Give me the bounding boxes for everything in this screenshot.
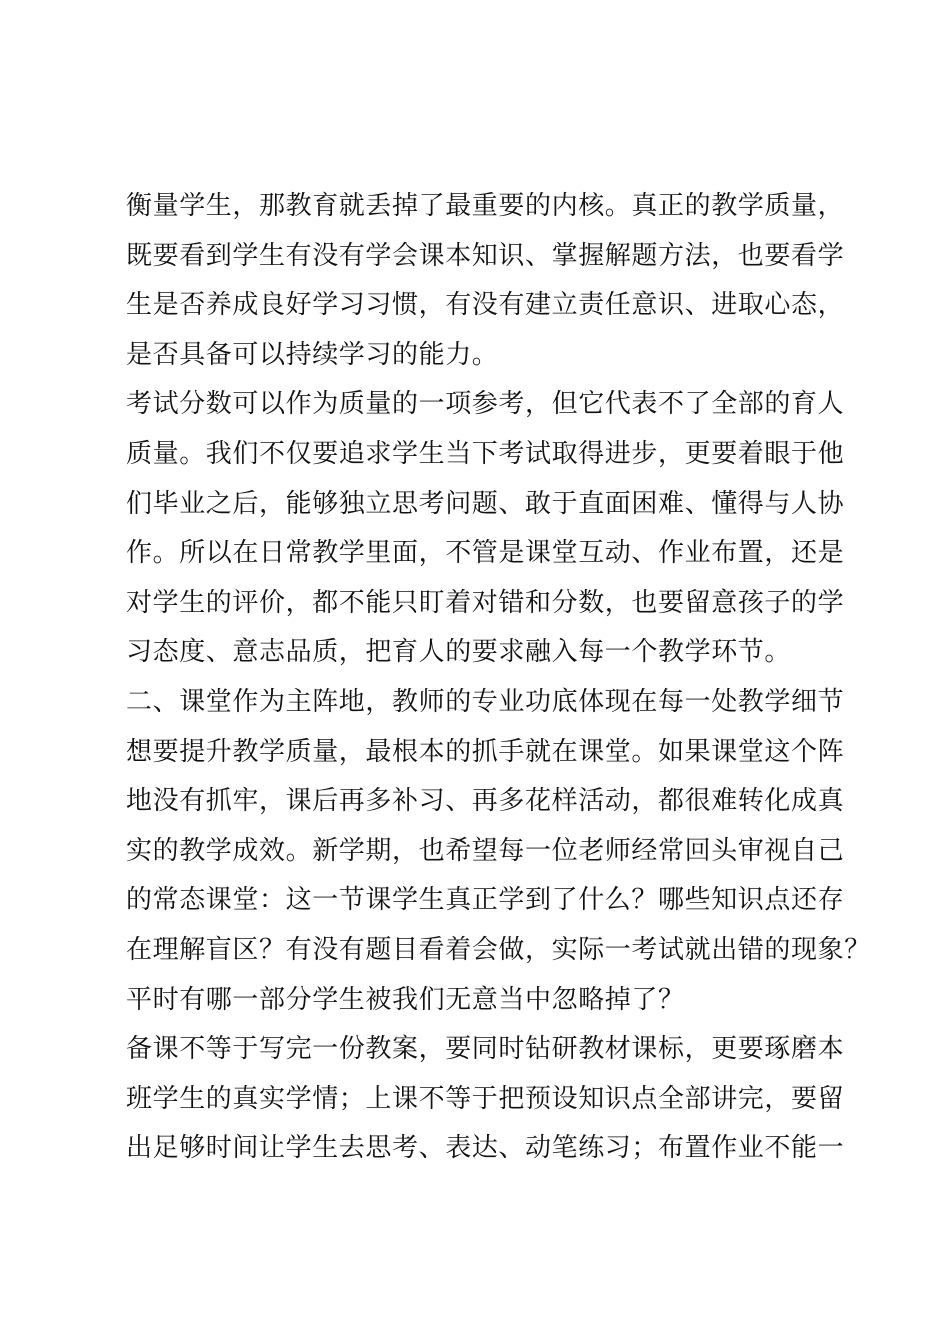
text-line: 对学生的评价，都不能只盯着对错和分数，也要留意孩子的学 bbox=[126, 587, 845, 618]
text-line: 考试分数可以作为质量的一项参考，但它代表不了全部的育人 bbox=[126, 389, 845, 420]
text-line: 是否具备可以持续学习的能力。 bbox=[126, 339, 499, 370]
text-line: 们毕业之后，能够独立思考问题、敢于直面困难、懂得与人协 bbox=[126, 488, 845, 519]
text-line: 的常态课堂：这一节课学生真正学到了什么？哪些知识点还存 bbox=[126, 885, 845, 916]
text-line: 出足够时间让学生去思考、表达、动笔练习；布置作业不能一 bbox=[126, 1133, 845, 1164]
text-line: 班学生的真实学情；上课不等于把预设知识点全部讲完，要留 bbox=[126, 1083, 845, 1114]
text-line: 在理解盲区？有没有题目看着会做，实际一考试就出错的现象？ bbox=[126, 934, 871, 965]
text-line: 既要看到学生有没有学会课本知识、掌握解题方法，也要看学 bbox=[126, 240, 845, 271]
text-line: 实的教学成效。新学期，也希望每一位老师经常回头审视自己 bbox=[126, 835, 845, 866]
text-line: 习态度、意志品质，把育人的要求融入每一个教学环节。 bbox=[126, 637, 792, 668]
text-line: 质量。我们不仅要追求学生当下考试取得进步，更要着眼于他 bbox=[126, 438, 845, 469]
text-line: 生是否养成良好学习习惯，有没有建立责任意识、进取心态， bbox=[126, 290, 845, 321]
section-heading: 二、课堂作为主阵地，教师的专业功底体现在每一处教学细节 bbox=[126, 686, 845, 717]
text-line: 备课不等于写完一份教案，要同时钻研教材课标，更要琢磨本 bbox=[126, 1034, 845, 1065]
text-line: 平时有哪一部分学生被我们无意当中忽略掉了？ bbox=[126, 984, 685, 1015]
text-line: 想要提升教学质量，最根本的抓手就在课堂。如果课堂这个阵 bbox=[126, 736, 845, 767]
document-body bbox=[126, 182, 871, 1174]
text-line: 衡量学生，那教育就丢掉了最重要的内核。真正的教学质量， bbox=[126, 191, 845, 221]
text-line: 作。所以在日常教学里面，不管是课堂互动、作业布置，还是 bbox=[126, 538, 845, 569]
text-line: 地没有抓牢，课后再多补习、再多花样活动，都很难转化成真 bbox=[126, 786, 845, 817]
